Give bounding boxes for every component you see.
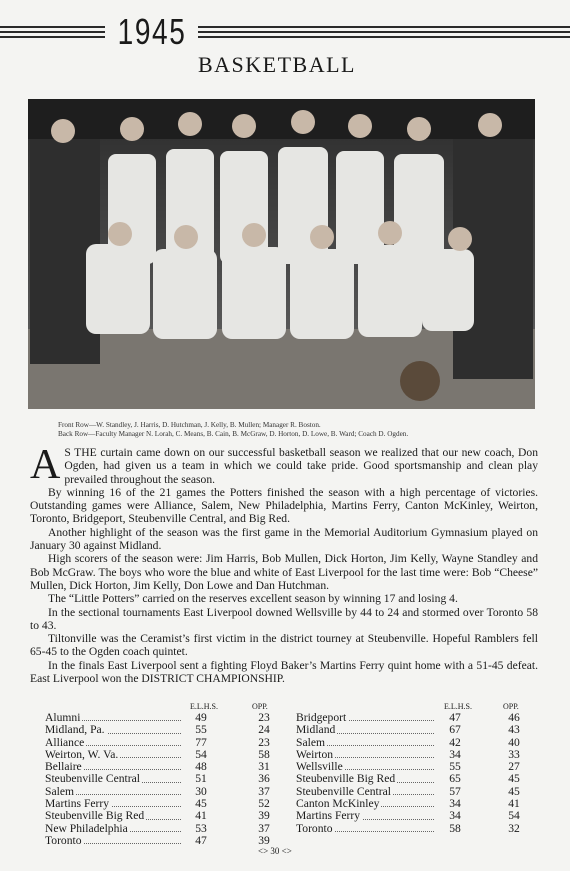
opp-score: 43 [508, 723, 520, 737]
paragraph-1: S THE curtain came down on our successful basketball season we realized that our new coach, Don Ogden, had given us a team in which we could take pride. Good sportsmanship and clean play prevailed throughout the season. [64, 446, 538, 486]
opp-score: 37 [258, 784, 270, 798]
elhs-score: 34 [449, 747, 461, 761]
col-elhs-label: E.L.H.S. [190, 702, 218, 711]
opponent-name: New Philadelphia [45, 821, 128, 835]
opponent-name: Martins Ferry [296, 809, 361, 823]
caption-front-row: Front Row—W. Standley, J. Harris, D. Hutchman, J. Kelly, B. Mullen; Manager R. Boston. [58, 421, 321, 429]
score-row [296, 773, 528, 785]
elhs-score: 57 [449, 784, 461, 798]
opponent-name: Canton McKinley [296, 797, 380, 811]
col-elhs-label: E.L.H.S. [444, 702, 472, 711]
opponent-name: Bridgeport [296, 711, 347, 724]
opponent-name: Bellaire [45, 760, 82, 774]
score-row [296, 724, 528, 736]
opp-score: 37 [258, 821, 270, 835]
opp-score: 23 [258, 735, 270, 749]
score-row [45, 810, 275, 822]
score-row [45, 835, 275, 847]
opponent-name: Alumni [45, 711, 81, 724]
opponent-name: Salem [296, 735, 325, 749]
paragraph-3: Another highlight of the season was the first game in the Memorial Auditorium Gymnasium played on January 30 against Midland. [30, 525, 538, 553]
opponent-name: Steubenville Central [296, 784, 391, 798]
elhs-score: 47 [449, 711, 461, 724]
elhs-score: 30 [195, 784, 207, 798]
score-row [45, 724, 275, 736]
elhs-score: 55 [195, 723, 207, 737]
opp-score: 36 [258, 772, 270, 786]
paragraph-7: Tiltonville was the Ceramist’s first victim in the district tourney at Steubenville. Hopeful Ramblers fell 65-45 to the Ogden coach quintet. [30, 632, 538, 659]
elhs-score: 54 [195, 747, 207, 761]
opp-score: 58 [258, 747, 270, 761]
opponent-name: Weirton [296, 747, 334, 761]
score-table-left [45, 702, 275, 847]
header-rule-right [198, 26, 570, 39]
article-body [30, 442, 538, 686]
elhs-score: 34 [449, 797, 461, 811]
paragraph-4: High scorers of the season were: Jim Harris, Bob Mullen, Dick Horton, Jim Kelly, Wayne Standley and Bob McGraw. The boys who wore the blue and white of East Liverpool for the last time were: Bob “Cheese” Mullen, Dick Horton, Jim Kelly, Don Lowe and Dan Hutchman. [30, 552, 538, 592]
opponent-name: Midland, Pa. [45, 723, 105, 737]
elhs-score: 47 [195, 833, 207, 847]
elhs-score: 48 [195, 760, 207, 774]
score-table-right [296, 702, 528, 835]
elhs-score: 49 [195, 711, 207, 724]
paragraph-6: In the sectional tournaments East Liverpool downed Wellsville by 44 to 24 and stormed over Toronto 58 to 43. [30, 605, 538, 632]
col-opp-label: OPP. [252, 702, 268, 711]
opp-score: 46 [508, 711, 520, 724]
opp-score: 33 [508, 747, 520, 761]
opponent-name: Toronto [45, 833, 82, 847]
col-opp-label: OPP. [503, 702, 519, 711]
score-row [296, 823, 528, 835]
opponent-name: Alliance [45, 735, 85, 749]
opp-score: 31 [258, 760, 270, 774]
elhs-score: 34 [449, 809, 461, 823]
opponent-name: Salem [45, 784, 74, 798]
elhs-score: 67 [449, 723, 461, 737]
opponent-name: Steubenville Big Red [45, 809, 145, 823]
elhs-score: 41 [195, 809, 207, 823]
elhs-score: 55 [449, 760, 461, 774]
elhs-score: 65 [449, 772, 461, 786]
opp-score: 32 [508, 821, 520, 835]
team-photo [28, 99, 535, 409]
opponent-name: Martins Ferry [45, 797, 110, 811]
paragraph-2: By winning 16 of the 21 games the Potters finished the season with a high percentage of victories. Outstanding games were Alliance, Salem, New Philadelphia, Martins Ferry, Canton McKinley, Weirton, Toronto, Bridgeport, Steubenville Central, and Big Red. [30, 485, 538, 526]
opponent-name: Steubenville Big Red [296, 772, 396, 786]
score-row [296, 810, 528, 822]
opp-score: 24 [258, 723, 270, 737]
elhs-score: 77 [195, 735, 207, 749]
opp-score: 52 [258, 797, 270, 811]
elhs-score: 53 [195, 821, 207, 835]
caption-back-row: Back Row—Faculty Manager N. Lorah, C. Means, B. Cain, B. McGraw, D. Horton, D. Lowe, B. Ward; Coach D. Ogden. [58, 430, 409, 438]
elhs-score: 42 [449, 735, 461, 749]
opp-score: 39 [258, 833, 270, 847]
opponent-name: Wellsville [296, 760, 343, 774]
opp-score: 41 [508, 797, 520, 811]
opp-score: 27 [508, 760, 520, 774]
opp-score: 23 [258, 711, 270, 724]
opponent-name: Steubenville Central [45, 772, 140, 786]
opp-score: 45 [508, 784, 520, 798]
score-row [45, 773, 275, 785]
opponent-name: Weirton, W. Va. [45, 747, 119, 761]
paragraph-5: The “Little Potters” carried on the reserves excellent season by winning 17 and losing 4. [48, 592, 458, 606]
header-rule-left [0, 26, 105, 39]
page-year: 1945 [117, 11, 187, 52]
opponent-name: Midland [296, 723, 336, 737]
opp-score: 45 [508, 772, 520, 786]
section-title: BASKETBALL [198, 52, 356, 77]
elhs-score: 45 [195, 797, 207, 811]
photo-caption [58, 421, 528, 439]
team-photo-image [28, 99, 535, 409]
page-number: <> 30 <> [258, 846, 292, 856]
opponent-name: Toronto [296, 821, 333, 835]
opp-score: 40 [508, 735, 520, 749]
elhs-score: 58 [449, 821, 461, 835]
drop-cap: A [30, 442, 61, 488]
opp-score: 54 [508, 809, 520, 823]
opp-score: 39 [258, 809, 270, 823]
elhs-score: 51 [195, 772, 207, 786]
paragraph-8: In the finals East Liverpool sent a fighting Floyd Baker’s Martins Ferry quint home with a 51-45 defeat. East Liverpool won the DISTRICT CHAMPIONSHIP. [30, 658, 538, 686]
